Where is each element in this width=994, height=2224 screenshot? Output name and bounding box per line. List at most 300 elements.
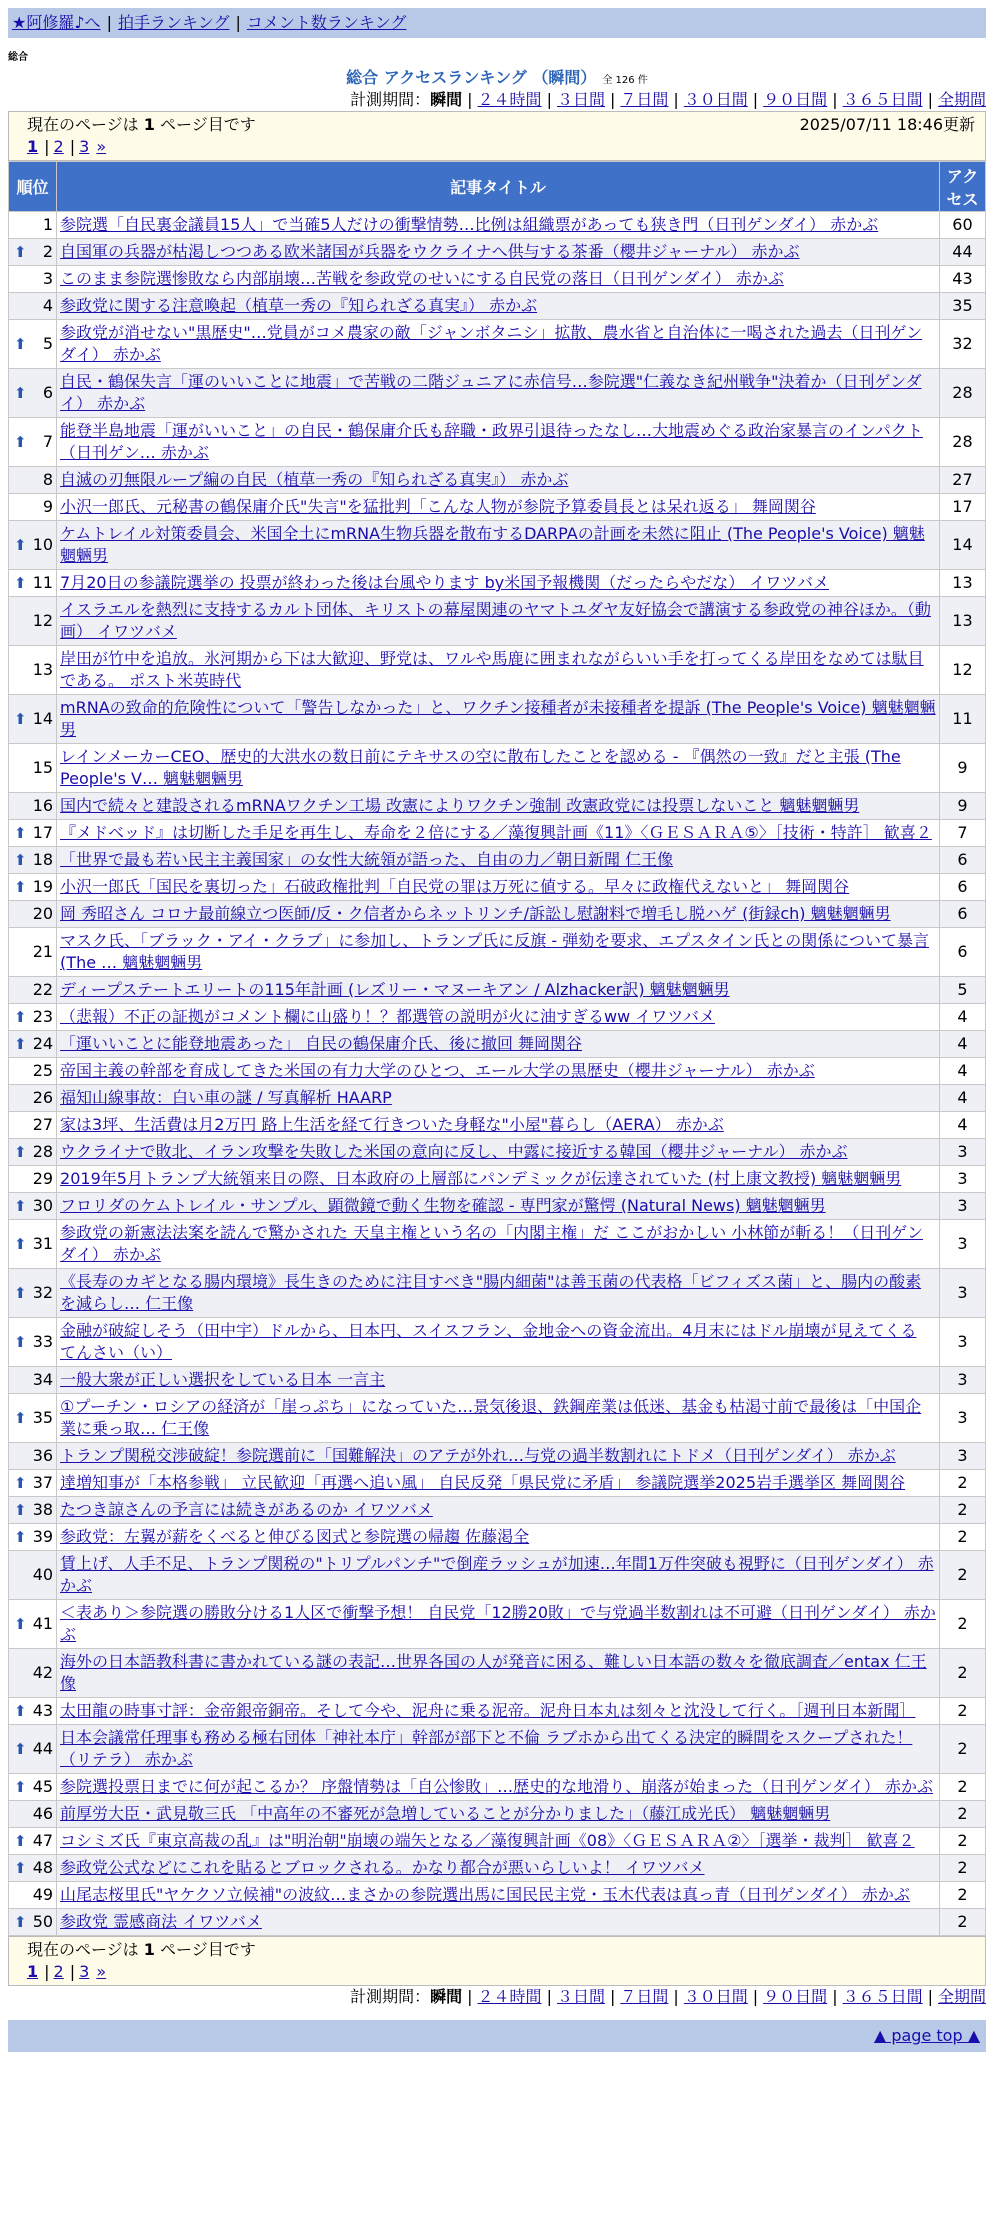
article-link[interactable]: 自国軍の兵器が枯渇しつつある欧米諸国が兵器をウクライナへ供与する茶番（櫻井ジャーナル） 赤かぶ	[60, 242, 800, 261]
title-cell	[57, 847, 940, 874]
title-cell	[57, 1166, 940, 1193]
article-link[interactable]: イスラエルを熱烈に支持するカルト団体、キリストの幕屋関連のヤマトユダヤ友好協会で講演する参政党の神谷ほか。（動画） イワツバメ	[60, 600, 931, 641]
access-count: 2	[939, 1698, 985, 1725]
title-cell	[57, 467, 940, 494]
access-count: 3	[939, 1269, 985, 1318]
pager-separator: |	[69, 137, 76, 156]
page-top-link[interactable]: ▲ page top ▲	[873, 2026, 980, 2045]
period-link[interactable]: ２４時間	[477, 1987, 542, 2006]
table-row	[9, 1828, 986, 1855]
article-link[interactable]: コシミズ氏『東京高裁の乱』は"明治朝"崩壊の端矢となる／藻復興計画《08》〈ＧＥＳＡＲＡ②〉［選挙・裁判］ 歓喜２	[60, 1831, 915, 1850]
updated-timestamp: 2025/07/11 18:46更新	[799, 115, 975, 134]
access-count: 7	[939, 820, 985, 847]
article-link[interactable]: 参政党 霊感商法 イワツバメ	[60, 1912, 262, 1931]
table-row	[9, 1193, 986, 1220]
rank-cell	[9, 1725, 57, 1774]
rank-cell	[9, 212, 57, 239]
top-navigation	[8, 8, 986, 38]
rank-cell	[9, 467, 57, 494]
article-link[interactable]: 参政党：左翼が薪をくべると伸びる図式と参院選の帰趨 佐藤渇全	[60, 1527, 530, 1546]
page-link[interactable]: 1	[27, 137, 39, 156]
access-count: 13	[939, 570, 985, 597]
rank-cell	[9, 1497, 57, 1524]
rank-number: 32	[32, 1283, 54, 1302]
table-row	[9, 570, 986, 597]
period-separator: |	[752, 90, 759, 109]
period-separator: |	[467, 1987, 473, 2006]
article-link[interactable]: 海外の日本語教科書に書かれている謎の表記…世界各国の人が発音に困る、難しい日本語の数々を徹底調査／entax 仁王像	[60, 1652, 927, 1693]
rank-number: 26	[32, 1088, 54, 1107]
table-row	[9, 928, 986, 977]
article-link[interactable]: 岡 秀昭さん コロナ最前線立つ医師/反・ク信者からネットリンチ/訴訟し慰謝料で増毛し脱ハゲ (街録ch) 魑魅魍魎男	[60, 904, 891, 923]
rank-cell	[9, 1269, 57, 1318]
access-count: 2	[939, 1725, 985, 1774]
title-cell	[57, 1220, 940, 1269]
period-separator: |	[927, 1987, 933, 2006]
access-count: 6	[939, 874, 985, 901]
article-link[interactable]: 家は3坪、生活費は月2万円 路上生活を経て行きついた身軽な"小屋"暮らし（AERA） 赤かぶ	[60, 1115, 724, 1134]
page-title-line	[8, 67, 986, 89]
table-row	[9, 1394, 986, 1443]
table-row	[9, 1909, 986, 1936]
rank-number: 22	[32, 980, 54, 999]
rank-cell	[9, 239, 57, 266]
article-link[interactable]: 『メドベッド』は切断した手足を再生し、寿命を２倍にする／藻復興計画《11》〈ＧＥＳＡＲＡ⑤〉［技術・特許］ 歓喜２	[60, 823, 932, 842]
access-count: 2	[939, 1649, 985, 1698]
pager-status-row	[27, 114, 975, 136]
table-row	[9, 1855, 986, 1882]
rank-up-arrow-icon: ⬆	[14, 574, 27, 592]
article-link[interactable]: このまま参院選惨敗なら内部崩壊…苦戦を参政党のせいにする自民党の落日（日刊ゲンダイ） 赤かぶ	[60, 269, 784, 288]
rank-cell	[9, 1085, 57, 1112]
article-link[interactable]: （悲報）不正の証拠がコメント欄に山盛り！？都選管の説明が火に油すぎるww イワツバメ	[60, 1007, 715, 1026]
comment-ranking-link[interactable]: コメント数ランキング	[246, 13, 407, 32]
article-link[interactable]: 参政党が消せない"黒歴史"…党員がコメ農家の敵「ジャンボタニシ」拡散、農水省と自治体に一喝された過去（日刊ゲンダイ） 赤かぶ	[60, 323, 923, 364]
rank-up-arrow-icon: ⬆	[14, 1832, 27, 1850]
rank-cell	[9, 1139, 57, 1166]
title-cell	[57, 1139, 940, 1166]
period-link[interactable]: ３０日間	[683, 1987, 748, 2006]
rank-up-arrow-icon: ⬆	[14, 1333, 27, 1351]
article-link[interactable]: 前厚労大臣・武見敬三氏 「中高年の不審死が急増していることが分かりました」（藤江成光氏） 魑魅魍魎男	[60, 1804, 831, 1823]
access-count: 35	[939, 293, 985, 320]
period-current: 瞬間	[430, 90, 463, 109]
access-count: 6	[939, 928, 985, 977]
article-link[interactable]: トランプ関税交渉破綻！参院選前に「国難解決」のアテが外れ…与党の過半数割れにトドメ（日刊ゲンダイ） 赤かぶ	[60, 1446, 896, 1465]
article-link[interactable]: 2019年5月トランプ大統領来日の際、日本政府の上層部にパンデミックが伝達されていた (村上康文教授) 魑魅魍魎男	[60, 1169, 902, 1188]
article-link[interactable]: 金融が破綻しそう（田中宇）ドルから、日本円、スイスフラン、金地金への資金流出。4月末にはドル崩壊が見えてくる てんさい（い）	[60, 1321, 917, 1362]
period-separator: |	[673, 1987, 679, 2006]
access-count: 3	[939, 1139, 985, 1166]
rank-number: 13	[32, 660, 54, 679]
access-count: 4	[939, 1085, 985, 1112]
title-cell	[57, 1112, 940, 1139]
rank-cell	[9, 928, 57, 977]
rank-number: 33	[32, 1332, 54, 1351]
next-page-link[interactable]: »	[96, 137, 107, 156]
rank-number: 28	[32, 1142, 54, 1161]
rank-cell	[9, 1828, 57, 1855]
rank-cell	[9, 901, 57, 928]
rank-number: 37	[32, 1473, 54, 1492]
title-cell	[57, 1031, 940, 1058]
article-link[interactable]: 参院選「自民裏金議員15人」で当確5人だけの衝撃情勢…比例は組織票があっても狭き門（日刊ゲンダイ） 赤かぶ	[60, 215, 879, 234]
article-link[interactable]: 山尾志桜里氏"ヤケクソ立候補"の波紋…まさかの参院選出馬に国民民主党・玉木代表は真っ青（日刊ゲンダイ） 赤かぶ	[60, 1885, 910, 1904]
period-link[interactable]: ３０日間	[683, 90, 748, 109]
rank-number: 40	[32, 1565, 54, 1584]
title-cell	[57, 1774, 940, 1801]
period-link[interactable]: ３６５日間	[842, 1987, 923, 2006]
access-count: 28	[939, 418, 985, 467]
title-cell	[57, 1649, 940, 1698]
home-link[interactable]: ★阿修羅♪へ	[12, 13, 101, 32]
article-link[interactable]: ケムトレイル対策委員会、米国全土にmRNA生物兵器を散布するDARPAの計画を未然に阻止 (The People's Voice) 魑魅魍魎男	[60, 524, 925, 565]
table-row	[9, 901, 986, 928]
title-cell	[57, 293, 940, 320]
ranking-table-body	[9, 212, 986, 1936]
title-cell	[57, 320, 940, 369]
table-row	[9, 521, 986, 570]
header-access: アクセス	[939, 162, 985, 212]
article-link[interactable]: 参政党の新憲法法案を読んで驚かされた 天皇主権という名の「内閣主権」だ ここがおかしい 小林節が斬る！（日刊ゲンダイ） 赤かぶ	[60, 1223, 923, 1264]
article-link[interactable]: ディープステートエリートの115年計画 (レズリー・マヌーキアン / Alzhacker訳) 魑魅魍魎男	[60, 980, 730, 999]
title-cell	[57, 570, 940, 597]
access-count: 6	[939, 901, 985, 928]
rank-cell	[9, 874, 57, 901]
rank-number: 12	[32, 611, 54, 630]
article-link[interactable]: マスク氏、「ブラック・アイ・クラブ」に参加し、トランプ氏に反旗 - 弾劾を要求、エプスタイン氏との関係について暴言 (The … 魑魅魍魎男	[60, 931, 929, 972]
title-cell	[57, 1193, 940, 1220]
access-count: 4	[939, 1058, 985, 1085]
article-link[interactable]: 一般大衆が正しい選択をしている日本 一言主	[60, 1370, 386, 1389]
rank-number: 5	[42, 334, 54, 353]
access-count: 4	[939, 1004, 985, 1031]
page-link[interactable]: 2	[53, 137, 64, 156]
title-cell	[57, 1600, 940, 1649]
title-cell	[57, 1882, 940, 1909]
nav-separator: |	[235, 13, 241, 32]
period-current: 瞬間	[430, 1987, 463, 2006]
access-count: 2	[939, 1882, 985, 1909]
period-link[interactable]: ７日間	[620, 1987, 669, 2006]
pager-current-page: 1	[143, 115, 155, 134]
page-link[interactable]: 3	[79, 1962, 90, 1981]
rank-up-arrow-icon: ⬆	[14, 1409, 27, 1427]
pager-status-suffix: ページ目です	[160, 115, 256, 134]
rank-number: 23	[32, 1007, 54, 1026]
title-cell	[57, 1058, 940, 1085]
rank-number: 19	[32, 877, 54, 896]
rank-number: 7	[42, 432, 54, 451]
pager-separator: |	[69, 1962, 76, 1981]
rank-cell	[9, 1220, 57, 1269]
table-row	[9, 1031, 986, 1058]
access-count: 3	[939, 1394, 985, 1443]
article-link[interactable]: 太田龍の時事寸評：金帝銀帝銅帝。そして今や、泥舟に乗る泥帝。泥舟日本丸は刻々と沈没して行く。［週刊日本新聞］	[60, 1701, 916, 1720]
period-selector-top	[8, 89, 986, 111]
rank-number: 1	[42, 215, 54, 234]
table-row	[9, 494, 986, 521]
title-cell	[57, 1004, 940, 1031]
rank-up-arrow-icon: ⬆	[14, 1284, 27, 1302]
title-cell	[57, 266, 940, 293]
table-row	[9, 1004, 986, 1031]
table-row	[9, 1725, 986, 1774]
title-cell	[57, 597, 940, 646]
rank-up-arrow-icon: ⬆	[14, 1528, 27, 1546]
rank-cell	[9, 1855, 57, 1882]
pager-separator: |	[44, 1962, 50, 1981]
pager-links	[27, 136, 975, 158]
page-link[interactable]: 2	[53, 1962, 64, 1981]
access-count: 11	[939, 695, 985, 744]
title-cell	[57, 1725, 940, 1774]
rank-number: 2	[42, 242, 54, 261]
rank-up-arrow-icon: ⬆	[14, 1197, 27, 1215]
table-row	[9, 597, 986, 646]
rank-up-arrow-icon: ⬆	[14, 710, 27, 728]
table-row	[9, 646, 986, 695]
table-row	[9, 847, 986, 874]
access-count: 27	[939, 467, 985, 494]
article-link[interactable]: 岸田が竹中を追放。氷河期から下は大歓迎、野党は、ワルや馬鹿に囲まれながらいい手を打ってくる岸田をなめては駄目である。 ポスト米英時代	[60, 649, 924, 690]
access-count: 3	[939, 1193, 985, 1220]
next-page-link[interactable]: »	[96, 1962, 107, 1981]
access-count: 3	[939, 1367, 985, 1394]
title-cell	[57, 1394, 940, 1443]
period-separator: |	[752, 1987, 759, 2006]
rank-cell	[9, 1443, 57, 1470]
access-count: 2	[939, 1801, 985, 1828]
period-label: 計測期間：	[350, 90, 431, 109]
rank-number: 44	[32, 1739, 54, 1758]
rank-up-arrow-icon: ⬆	[14, 1778, 27, 1796]
rank-cell	[9, 1394, 57, 1443]
article-link[interactable]: 自滅の刃無限ループ編の自民（植草一秀の『知られざる真実』） 赤かぶ	[60, 470, 569, 489]
rank-up-arrow-icon: ⬆	[14, 1235, 27, 1253]
table-row	[9, 1367, 986, 1394]
rank-cell	[9, 1909, 57, 1936]
period-separator: |	[609, 90, 616, 109]
table-row	[9, 369, 986, 418]
rank-up-arrow-icon: ⬆	[14, 536, 27, 554]
rank-cell	[9, 1600, 57, 1649]
table-row	[9, 874, 986, 901]
period-link[interactable]: ３日間	[556, 90, 605, 109]
article-link[interactable]: 参政党に関する注意喚起（植草一秀の『知られざる真実』） 赤かぶ	[60, 296, 538, 315]
pager-separator: |	[44, 137, 50, 156]
period-link[interactable]: ３６５日間	[842, 90, 923, 109]
access-count: 3	[939, 1318, 985, 1367]
rank-up-arrow-icon: ⬆	[14, 1035, 27, 1053]
table-row	[9, 1882, 986, 1909]
rank-number: 38	[32, 1500, 54, 1519]
article-link[interactable]: 福知山線事故：白い車の謎 / 写真解析 HAARP	[60, 1088, 392, 1107]
rank-cell	[9, 646, 57, 695]
title-cell	[57, 1269, 940, 1318]
period-separator: |	[609, 1987, 616, 2006]
article-link[interactable]: mRNAの致命的危険性について「警告しなかった」と、ワクチン接種者が未接種者を提訴 (The People's Voice) 魑魅魍魎男	[60, 698, 936, 739]
rank-up-arrow-icon: ⬆	[14, 851, 27, 869]
table-row	[9, 212, 986, 239]
access-count: 32	[939, 320, 985, 369]
pager-links	[27, 1961, 975, 1983]
footer-bar	[8, 2020, 986, 2052]
rank-number: 15	[32, 758, 54, 777]
table-row	[9, 1112, 986, 1139]
article-link[interactable]: 参院選投票日までに何が起こるか？ 序盤情勢は「自公惨敗」…歴史的な地滑り、崩落が始まった（日刊ゲンダイ） 赤かぶ	[60, 1777, 933, 1796]
rank-cell	[9, 1551, 57, 1600]
page-link[interactable]: 1	[27, 1962, 39, 1981]
access-count: 2	[939, 1497, 985, 1524]
access-count: 2	[939, 1828, 985, 1855]
rank-cell	[9, 1004, 57, 1031]
rank-number: 10	[32, 535, 54, 554]
period-link[interactable]: ９０日間	[763, 1987, 828, 2006]
table-row	[9, 293, 986, 320]
table-row	[9, 239, 986, 266]
article-link[interactable]: 賃上げ、人手不足、トランプ関税の"トリプルパンチ"で倒産ラッシュが加速…年間1万件突破も視野に（日刊ゲンダイ） 赤かぶ	[60, 1554, 934, 1595]
access-count: 12	[939, 646, 985, 695]
pager-status-suffix: ページ目です	[160, 1940, 256, 1959]
rank-cell	[9, 1524, 57, 1551]
title-cell	[57, 369, 940, 418]
rank-cell	[9, 977, 57, 1004]
title-cell	[57, 793, 940, 820]
title-cell	[57, 212, 940, 239]
rank-number: 4	[42, 296, 54, 315]
access-count: 44	[939, 239, 985, 266]
article-link[interactable]: 達増知事が「本格参戦」 立民歓迎「再選へ追い風」 自民反発「県民党に矛盾」 参議院選挙2025岩手選挙区 舞岡関谷	[60, 1473, 906, 1492]
article-link[interactable]: 日本会議常任理事も務める極右団体「神社本庁」幹部が部下と不倫 ラブホから出てくる決定的瞬間をスクープされた！（リテラ） 赤かぶ	[60, 1728, 913, 1769]
table-row	[9, 1269, 986, 1318]
title-cell	[57, 928, 940, 977]
rank-number: 20	[32, 904, 54, 923]
rank-up-arrow-icon: ⬆	[14, 1615, 27, 1633]
rank-cell	[9, 820, 57, 847]
article-link[interactable]: 帝国主義の幹部を育成してきた米国の有力大学のひとつ、エール大学の黒歴史（櫻井ジャーナル） 赤かぶ	[60, 1061, 815, 1080]
table-row	[9, 1600, 986, 1649]
access-count: 3	[939, 1220, 985, 1269]
title-cell	[57, 744, 940, 793]
rank-number: 43	[32, 1701, 54, 1720]
header-rank: 順位	[9, 162, 57, 212]
rank-number: 25	[32, 1061, 54, 1080]
title-cell	[57, 1828, 940, 1855]
title-cell	[57, 1470, 940, 1497]
table-row	[9, 1801, 986, 1828]
access-count: 2	[939, 1470, 985, 1497]
rank-cell	[9, 1031, 57, 1058]
period-separator: |	[832, 90, 838, 109]
rank-cell	[9, 1058, 57, 1085]
table-row	[9, 695, 986, 744]
title-cell	[57, 1801, 940, 1828]
rank-cell	[9, 1112, 57, 1139]
rank-number: 48	[32, 1858, 54, 1877]
period-link[interactable]: ７日間	[620, 90, 669, 109]
rank-number: 18	[32, 850, 54, 869]
title-cell	[57, 1367, 940, 1394]
access-count: 28	[939, 369, 985, 418]
article-link[interactable]: 自民・鶴保失言「運のいいことに地震」で苦戦の二階ジュニアに赤信号…参院選"仁義なき紀州戦争"決着か（日刊ゲンダイ） 赤かぶ	[60, 372, 922, 413]
article-link[interactable]: 《長寿のカギとなる腸内環境》長生きのために注目すべき"腸内細菌"は善玉菌の代表格「ビフィズス菌」と、腸内の酸素を減らし… 仁王像	[60, 1272, 922, 1313]
rank-number: 35	[32, 1408, 54, 1427]
rank-up-arrow-icon: ⬆	[14, 1143, 27, 1161]
period-selector-bottom	[8, 1986, 986, 2008]
article-link[interactable]: 「運いいことに能登地震あった」 自民の鶴保庸介氏、後に撤回 舞岡関谷	[60, 1034, 583, 1053]
access-count: 3	[939, 1443, 985, 1470]
article-link[interactable]: 能登半島地震「運がいいこと」の自民・鶴保庸介氏も辞職・政界引退待ったなし…大地震めぐる政治家暴言のインパクト（日刊ゲン… 赤かぶ	[60, 421, 923, 462]
period-separator: |	[832, 1987, 838, 2006]
rank-up-arrow-icon: ⬆	[14, 1501, 27, 1519]
article-link[interactable]: 7月20日の参議院選挙の 投票が終わった後は台風やります by米国予報機関（だったらやだな） イワツバメ	[60, 573, 829, 592]
rank-up-arrow-icon: ⬆	[14, 1740, 27, 1758]
article-link[interactable]: 小沢一郎氏「国民を裏切った」石破政権批判「自民党の罪は万死に値する。早々に政権代えないと」 舞岡関谷	[60, 877, 850, 896]
period-link[interactable]: ２４時間	[477, 90, 542, 109]
title-cell	[57, 1443, 940, 1470]
period-link[interactable]: 全期間	[937, 1987, 986, 2006]
table-row	[9, 1649, 986, 1698]
rank-number: 3	[42, 269, 54, 288]
title-cell	[57, 239, 940, 266]
rank-up-arrow-icon: ⬆	[14, 384, 27, 402]
article-link[interactable]: 国内で続々と建設されるmRNAワクチン工場 改憲によりワクチン強制 改憲政党には投票しないこと 魑魅魍魎男	[60, 796, 860, 815]
article-link[interactable]: たつき諒さんの予言には続きがあるのか イワツバメ	[60, 1500, 433, 1519]
article-link[interactable]: 「世界で最も若い民主主義国家」の女性大統領が語った、自由の力／朝日新聞 仁王像	[60, 850, 674, 869]
rank-up-arrow-icon: ⬆	[14, 824, 27, 842]
table-row	[9, 820, 986, 847]
rank-cell	[9, 1698, 57, 1725]
access-count: 2	[939, 1551, 985, 1600]
article-link[interactable]: 参政党公式などにこれを貼るとブロックされる。かなり都合が悪いらしいよ！ イワツバメ	[60, 1858, 705, 1877]
pager-status	[27, 114, 256, 136]
rank-cell	[9, 369, 57, 418]
rank-cell	[9, 521, 57, 570]
title-cell	[57, 874, 940, 901]
article-link[interactable]: フロリダのケムトレイル・サンプル、顕微鏡で動く生物を確認 - 専門家が驚愕 (Natural News) 魑魅魍魎男	[60, 1196, 826, 1215]
rank-cell	[9, 418, 57, 467]
table-row	[9, 1698, 986, 1725]
rank-number: 39	[32, 1527, 54, 1546]
access-count: 5	[939, 977, 985, 1004]
period-link[interactable]: ９０日間	[763, 90, 828, 109]
title-cell	[57, 646, 940, 695]
page-link[interactable]: 3	[79, 137, 90, 156]
access-count: 2	[939, 1855, 985, 1882]
rank-up-arrow-icon: ⬆	[14, 878, 27, 896]
access-count: 13	[939, 597, 985, 646]
rank-number: 29	[32, 1169, 54, 1188]
period-link[interactable]: 全期間	[937, 90, 986, 109]
total-count: 全 126 件	[602, 75, 648, 86]
article-link[interactable]: ＜表あり＞参院選の勝敗分ける1人区で衝撃予想！ 自民党「12勝20敗」で与党過半数割れは不可避（日刊ゲンダイ） 赤かぶ	[60, 1603, 936, 1644]
applause-ranking-link[interactable]: 拍手ランキング	[117, 13, 230, 32]
rank-up-arrow-icon: ⬆	[14, 1913, 27, 1931]
rank-up-arrow-icon: ⬆	[14, 1008, 27, 1026]
table-row	[9, 467, 986, 494]
article-link[interactable]: レインメーカーCEO、歴史的大洪水の数日前にテキサスの空に散布したことを認める - 『偶然の一致』だと主張 (The People's V… 魑魅魍魎男	[60, 747, 901, 788]
table-row	[9, 977, 986, 1004]
title-cell	[57, 820, 940, 847]
table-row	[9, 1497, 986, 1524]
article-link[interactable]: ①プーチン・ロシアの経済が「崖っぷち」になっていた…景気後退、鉄鋼産業は低迷、基金も枯渇寸前で最後は「中国企業に乗っ取… 仁王像	[60, 1397, 922, 1438]
rank-cell	[9, 1367, 57, 1394]
title-cell	[57, 1698, 940, 1725]
article-link[interactable]: ウクライナで敗北、イラン攻撃を失敗した米国の意向に反し、中露に接近する韓国（櫻井ジャーナル） 赤かぶ	[60, 1142, 848, 1161]
article-link[interactable]: 小沢一郎氏、元秘書の鶴保庸介氏"失言"を猛批判「こんな人物が参院予算委員長とは呆れ返る」 舞岡関谷	[60, 497, 816, 516]
period-link[interactable]: ３日間	[556, 1987, 605, 2006]
